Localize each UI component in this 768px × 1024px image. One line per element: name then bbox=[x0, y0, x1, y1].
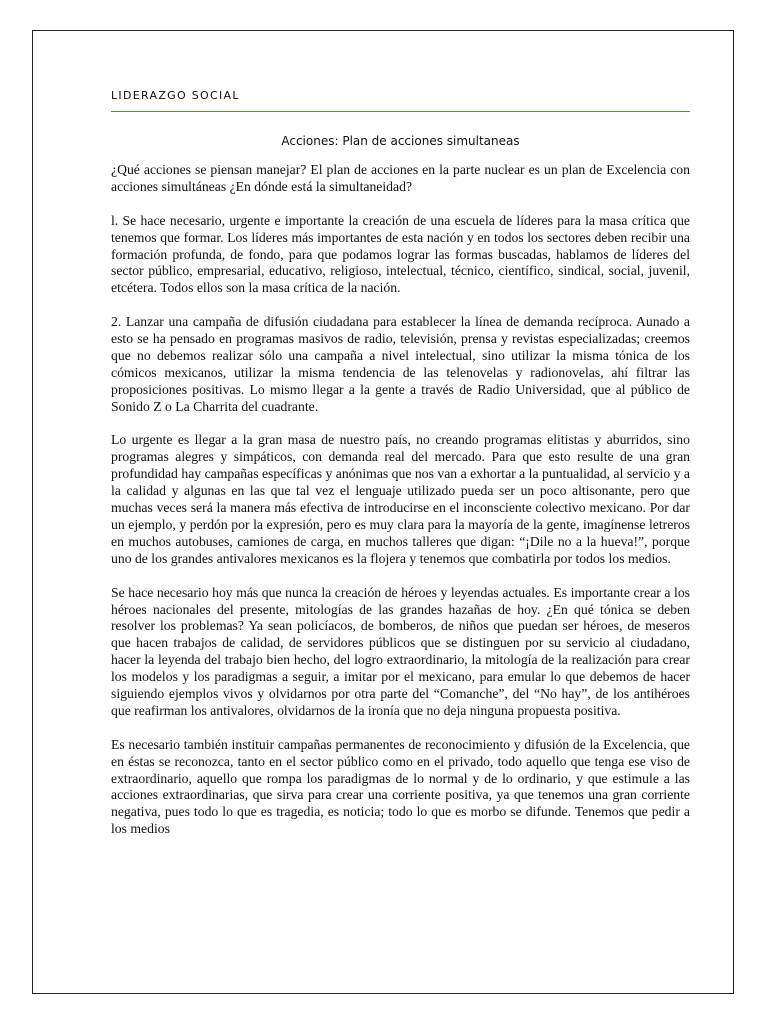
paragraph: Se hace necesario hoy más que nunca la creación de héroes y leyendas actuales. Es importante crear a los héroes nacionales del presente, mitologías de las grandes hazañas de hoy. ¿En qué tónica se deben resolver los problemas? Ya sean policíacos, de bomberos, de niños que puedan ser héroes, de meseros que hacen trabajos de calidad, de servidores públicos que se distinguen por su servicio al ciudadano, hacer la leyenda del trabajo bien hecho, del logro extraordinario, la mitología de la realización para crear los modelos y los paradigmas a seguir, a imitar por el mexicano, para emular lo que debemos de hacer siguiendo ejemplos vivos y olvidarnos por otra parte del “Comanche”, del “No hay”, de los antihéroes que reafirman los antivalores, olvidarnos de la ironía que no deja ninguna propuesta positiva. bbox=[111, 584, 690, 718]
paragraph: Lo urgente es llegar a la gran masa de nuestro país, no creando programas elitistas y aburridos, sino programas alegres y simpáticos, con demanda real del mercado. Para que esto resulte de una gran profundidad hay campañas específicas y anónimas que nos van a exhortar a la puntualidad, al servicio y a la calidad y algunas en las que tal vez el lenguaje utilizado pueda ser un poco altisonante, pero que muchas veces será la manera más efectiva de introducirse en el inconsciente colectivo mexicano. Por dar un ejemplo, y perdón por la expresión, pero es muy clara para la mayoría de la gente, imagínense letreros en muchos autobuses, camiones de carga, en muchos talleres que digan: “¡Dile no a la hueva!”, porque uno de los grandes antivalores mexicanos es la flojera y tenemos que combatirla por todos los medios. bbox=[111, 432, 690, 566]
document-page bbox=[32, 30, 734, 994]
running-header: LIDERAZGO SOCIAL bbox=[111, 89, 240, 102]
paragraph: 2. Lanzar una campaña de difusión ciudadana para establecer la línea de demanda recíproca. Aunado a esto se ha pensado en programas masivos de radio, televisión, prensa y revistas especializadas; creemos que no debemos realizar sólo una campaña a nivel intelectual, sino utilizar la misma tónica de los cómicos mexicanos, utilizar la misma tendencia de las telenovelas y radionovelas, ahí filtrar las proposiciones positivas. Lo mismo llegar a la gente a través de Radio Universidad, que al público de Sonido Z o La Charrita del cuadrante. bbox=[111, 314, 690, 414]
paragraph: ¿Qué acciones se piensan manejar? El plan de acciones en la parte nuclear es un plan de Excelencia con acciones simultáneas ¿En dónde está la simultaneidad? bbox=[111, 162, 690, 194]
section-title: Acciones: Plan de acciones simultaneas bbox=[281, 134, 520, 148]
header-divider bbox=[111, 111, 690, 112]
paragraph: Es necesario también instituir campañas permanentes de reconocimiento y difusión de la Excelencia, que en éstas se reconozca, tanto en el sector público como en el privado, todo aquello que tenga ese viso de extraordinario, aquello que rompa los paradigmas de lo normal y de lo ordinario, y que estimule a las acciones extraordinarias, que sirva para crear una corriente positiva, ya que tenemos una gran corriente negativa, pues todo lo que es tragedia, es noticia; todo lo que es morbo se difunde. Tenemos que pedir a los medios bbox=[111, 736, 690, 837]
document-body bbox=[111, 162, 690, 855]
paragraph: l. Se hace necesario, urgente e importante la creación de una escuela de líderes para la masa crítica que tenemos que formar. Los líderes más importantes de esta nación y en todos los sectores deben recibir una formación profunda, de fondo, para que podamos lograr las formas buscadas, hablamos de líderes del sector público, empresarial, educativo, religioso, intelectual, técnico, científico, sindical, social, juvenil, etcétera. Todos ellos son la masa crítica de la nación. bbox=[111, 212, 690, 296]
